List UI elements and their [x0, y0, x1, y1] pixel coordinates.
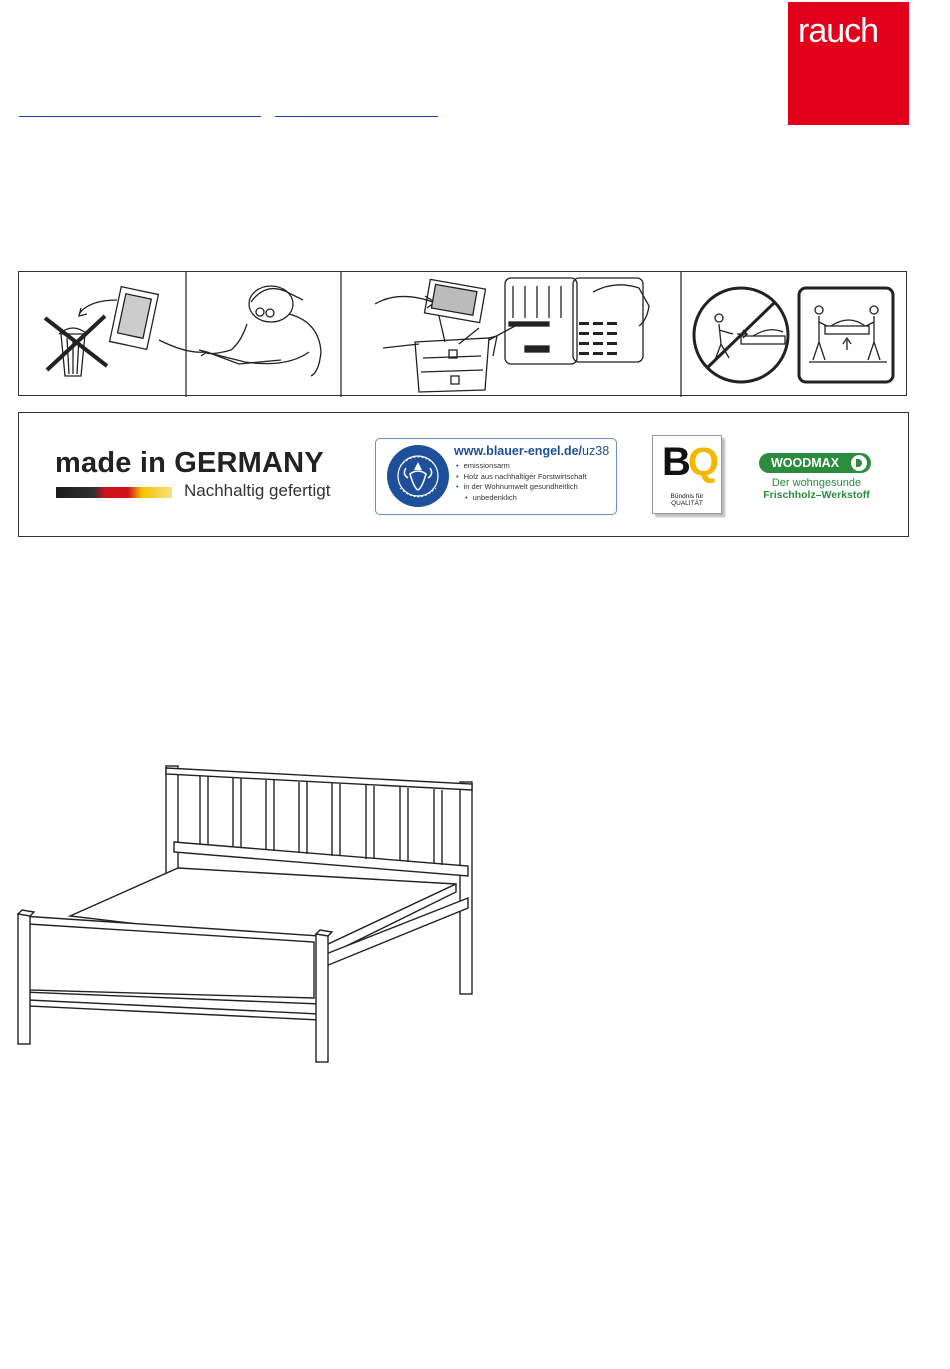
link-underline-2[interactable] [275, 116, 438, 117]
bed-illustration [14, 760, 484, 1070]
blauer-engel-badge [375, 438, 617, 515]
discard-manual-icon [45, 287, 158, 376]
bq-letter-q: Q [687, 440, 717, 484]
bq-caption [653, 493, 721, 507]
rauch-logo [788, 2, 909, 125]
made-in-germany-badge [55, 443, 345, 503]
blauer-engel-point-cont: unbedenklich [472, 492, 517, 502]
blauer-engel-url-main: www.blauer-engel.de/ [454, 444, 583, 458]
woodmax-brand: WOODMAX [771, 456, 840, 470]
do-not-push-icon [694, 288, 788, 382]
bq-letter-b: B [662, 440, 688, 484]
bq-caption-line1: Bündnis für [670, 493, 704, 500]
blauer-engel-points [456, 461, 587, 503]
woodmax-logo [759, 453, 871, 473]
blauer-engel-point [456, 493, 587, 504]
bq-quality-badge [652, 435, 722, 514]
link-underline-1[interactable] [19, 116, 261, 117]
blauer-engel-point: • in der Wohnumwelt gesundheitlich [456, 482, 587, 493]
blauer-engel-point: • Holz aus nachhaltiger Forstwirtschaft [456, 472, 587, 483]
blauer-engel-point: • emissionsarm [456, 461, 587, 472]
woodmax-tagline-2: Frischholz–Werkstoff [763, 489, 870, 501]
logo-text: rauch [798, 12, 879, 50]
blauer-engel-url-suffix: uz38 [582, 444, 610, 458]
bq-caption-line2: QUALITÄT [671, 500, 703, 507]
blauer-engel-seal-icon [386, 444, 450, 508]
woodmax-tagline-1: Der wohngesunde [771, 477, 862, 489]
pictogram-strip-drawing [19, 272, 908, 397]
bq-letters [662, 440, 716, 485]
woodmax-badge [754, 448, 879, 508]
made-in-germany-subtitle: Nachhaltig gefertigt [184, 481, 331, 500]
file-manual-icon [375, 278, 649, 392]
woodmax-d-icon [851, 455, 867, 471]
instruction-pictograms [18, 271, 907, 396]
read-manual-icon [159, 286, 321, 376]
made-in-germany-title: made in GERMANY [55, 447, 324, 479]
certifications-panel [18, 412, 909, 537]
germany-flag-stripe [56, 487, 172, 498]
lift-to-move-icon [799, 288, 893, 382]
blauer-engel-url[interactable] [454, 444, 609, 458]
